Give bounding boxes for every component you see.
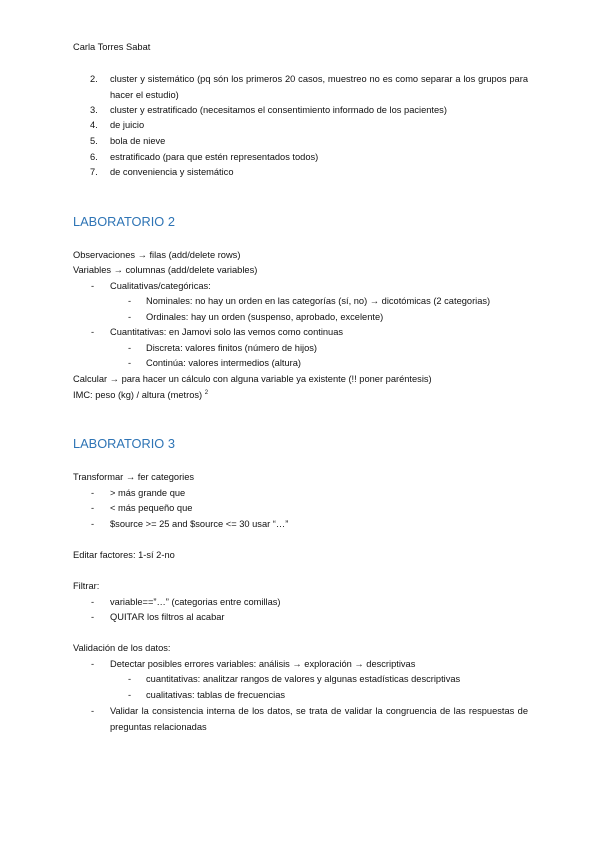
cuantitativas-subitem: cuantitativas: analitzar rangos de valores y algunas estadísticas descriptivas — [146, 674, 461, 684]
bullet-dash: - — [128, 690, 132, 700]
bullet-dash: - — [128, 343, 132, 353]
bullet-dash: - — [91, 503, 95, 513]
discreta-item: Discreta: valores finitos (número de hijos) — [146, 343, 318, 353]
list-number: 5. — [90, 136, 98, 146]
bullet-dash: - — [91, 597, 95, 607]
cuantitativas-item: Cuantitativas: en Jamovi solo las vemos como continuas — [110, 327, 344, 337]
validar-item: Validar la consistencia interna de los datos, se trata de validar la congruencia de las respuestas de preguntas relacionadas — [110, 706, 528, 732]
bullet-dash: - — [91, 327, 95, 337]
bullet-dash: - — [128, 358, 132, 368]
lab2-heading: LABORATORIO 2 — [73, 214, 175, 229]
bullet-dash: - — [91, 488, 95, 498]
transformar-item: $source >= 25 and $source <= 30 usar “…” — [110, 519, 289, 529]
ordinales-item: Ordinales: hay un orden (suspenso, aprobado, excelente) — [146, 312, 384, 322]
filtrar-item: QUITAR los filtros al acabar — [110, 612, 225, 622]
bullet-dash: - — [91, 281, 95, 291]
nominales-item: Nominales: no hay un orden en las categorías (sí, no) → dicotómicas (2 categorias) — [146, 296, 491, 306]
variables-line: Variables → columnas (add/delete variables) — [73, 265, 258, 275]
filtrar-item: variable==”…” (categorias entre comillas) — [110, 597, 281, 607]
continua-item: Continúa: valores intermedios (altura) — [146, 358, 302, 368]
observaciones-line: Observaciones → filas (add/delete rows) — [73, 250, 241, 260]
list-item-text: estratificado (para que estén representados todos) — [110, 152, 319, 162]
list-item-text: cluster y sistemático (pq són los primeros 20 casos, muestreo no es como separar a los grupos para hacer el estudio) — [110, 74, 528, 100]
filtrar-line: Filtrar: — [73, 581, 100, 591]
cualitativas-subitem: cualitativas: tablas de frecuencias — [146, 690, 286, 700]
list-number: 7. — [90, 167, 98, 177]
bullet-dash: - — [91, 519, 95, 529]
bullet-dash: - — [91, 659, 95, 669]
bullet-dash: - — [91, 612, 95, 622]
imc-superscript: 2 — [204, 389, 209, 396]
lab3-heading: LABORATORIO 3 — [73, 436, 175, 451]
bullet-dash: - — [128, 674, 132, 684]
author-name: Carla Torres Sabat — [73, 42, 151, 52]
transformar-item: < más pequeño que — [110, 503, 193, 513]
list-number: 3. — [90, 105, 98, 115]
bullet-dash: - — [128, 312, 132, 322]
validacion-line: Validación de los datos: — [73, 643, 171, 653]
list-number: 6. — [90, 152, 98, 162]
list-number: 2. — [90, 74, 98, 84]
bullet-dash: - — [128, 296, 132, 306]
cualitativas-item: Cualitativas/categóricas: — [110, 281, 211, 291]
editar-factores-line: Editar factores: 1-sí 2-no — [73, 550, 175, 560]
detectar-item: Detectar posibles errores variables: análisis → exploración → descriptivas — [110, 659, 416, 669]
transformar-line: Transformar → fer categories — [73, 472, 195, 482]
imc-line — [73, 388, 208, 404]
list-item-text: de juicio — [110, 120, 145, 130]
transformar-item: > más grande que — [110, 488, 186, 498]
bullet-dash: - — [91, 706, 95, 716]
imc-text: IMC: peso (kg) / altura (metros) — [73, 390, 203, 400]
calcular-line: Calcular → para hacer un cálculo con alguna variable ya existente (!! poner paréntesis) — [73, 374, 432, 384]
list-item-text: de conveniencia y sistemático — [110, 167, 234, 177]
list-item-text: cluster y estratificado (necesitamos el consentimiento informado de los pacientes) — [110, 105, 447, 115]
list-item-text: bola de nieve — [110, 136, 166, 146]
list-number: 4. — [90, 120, 98, 130]
